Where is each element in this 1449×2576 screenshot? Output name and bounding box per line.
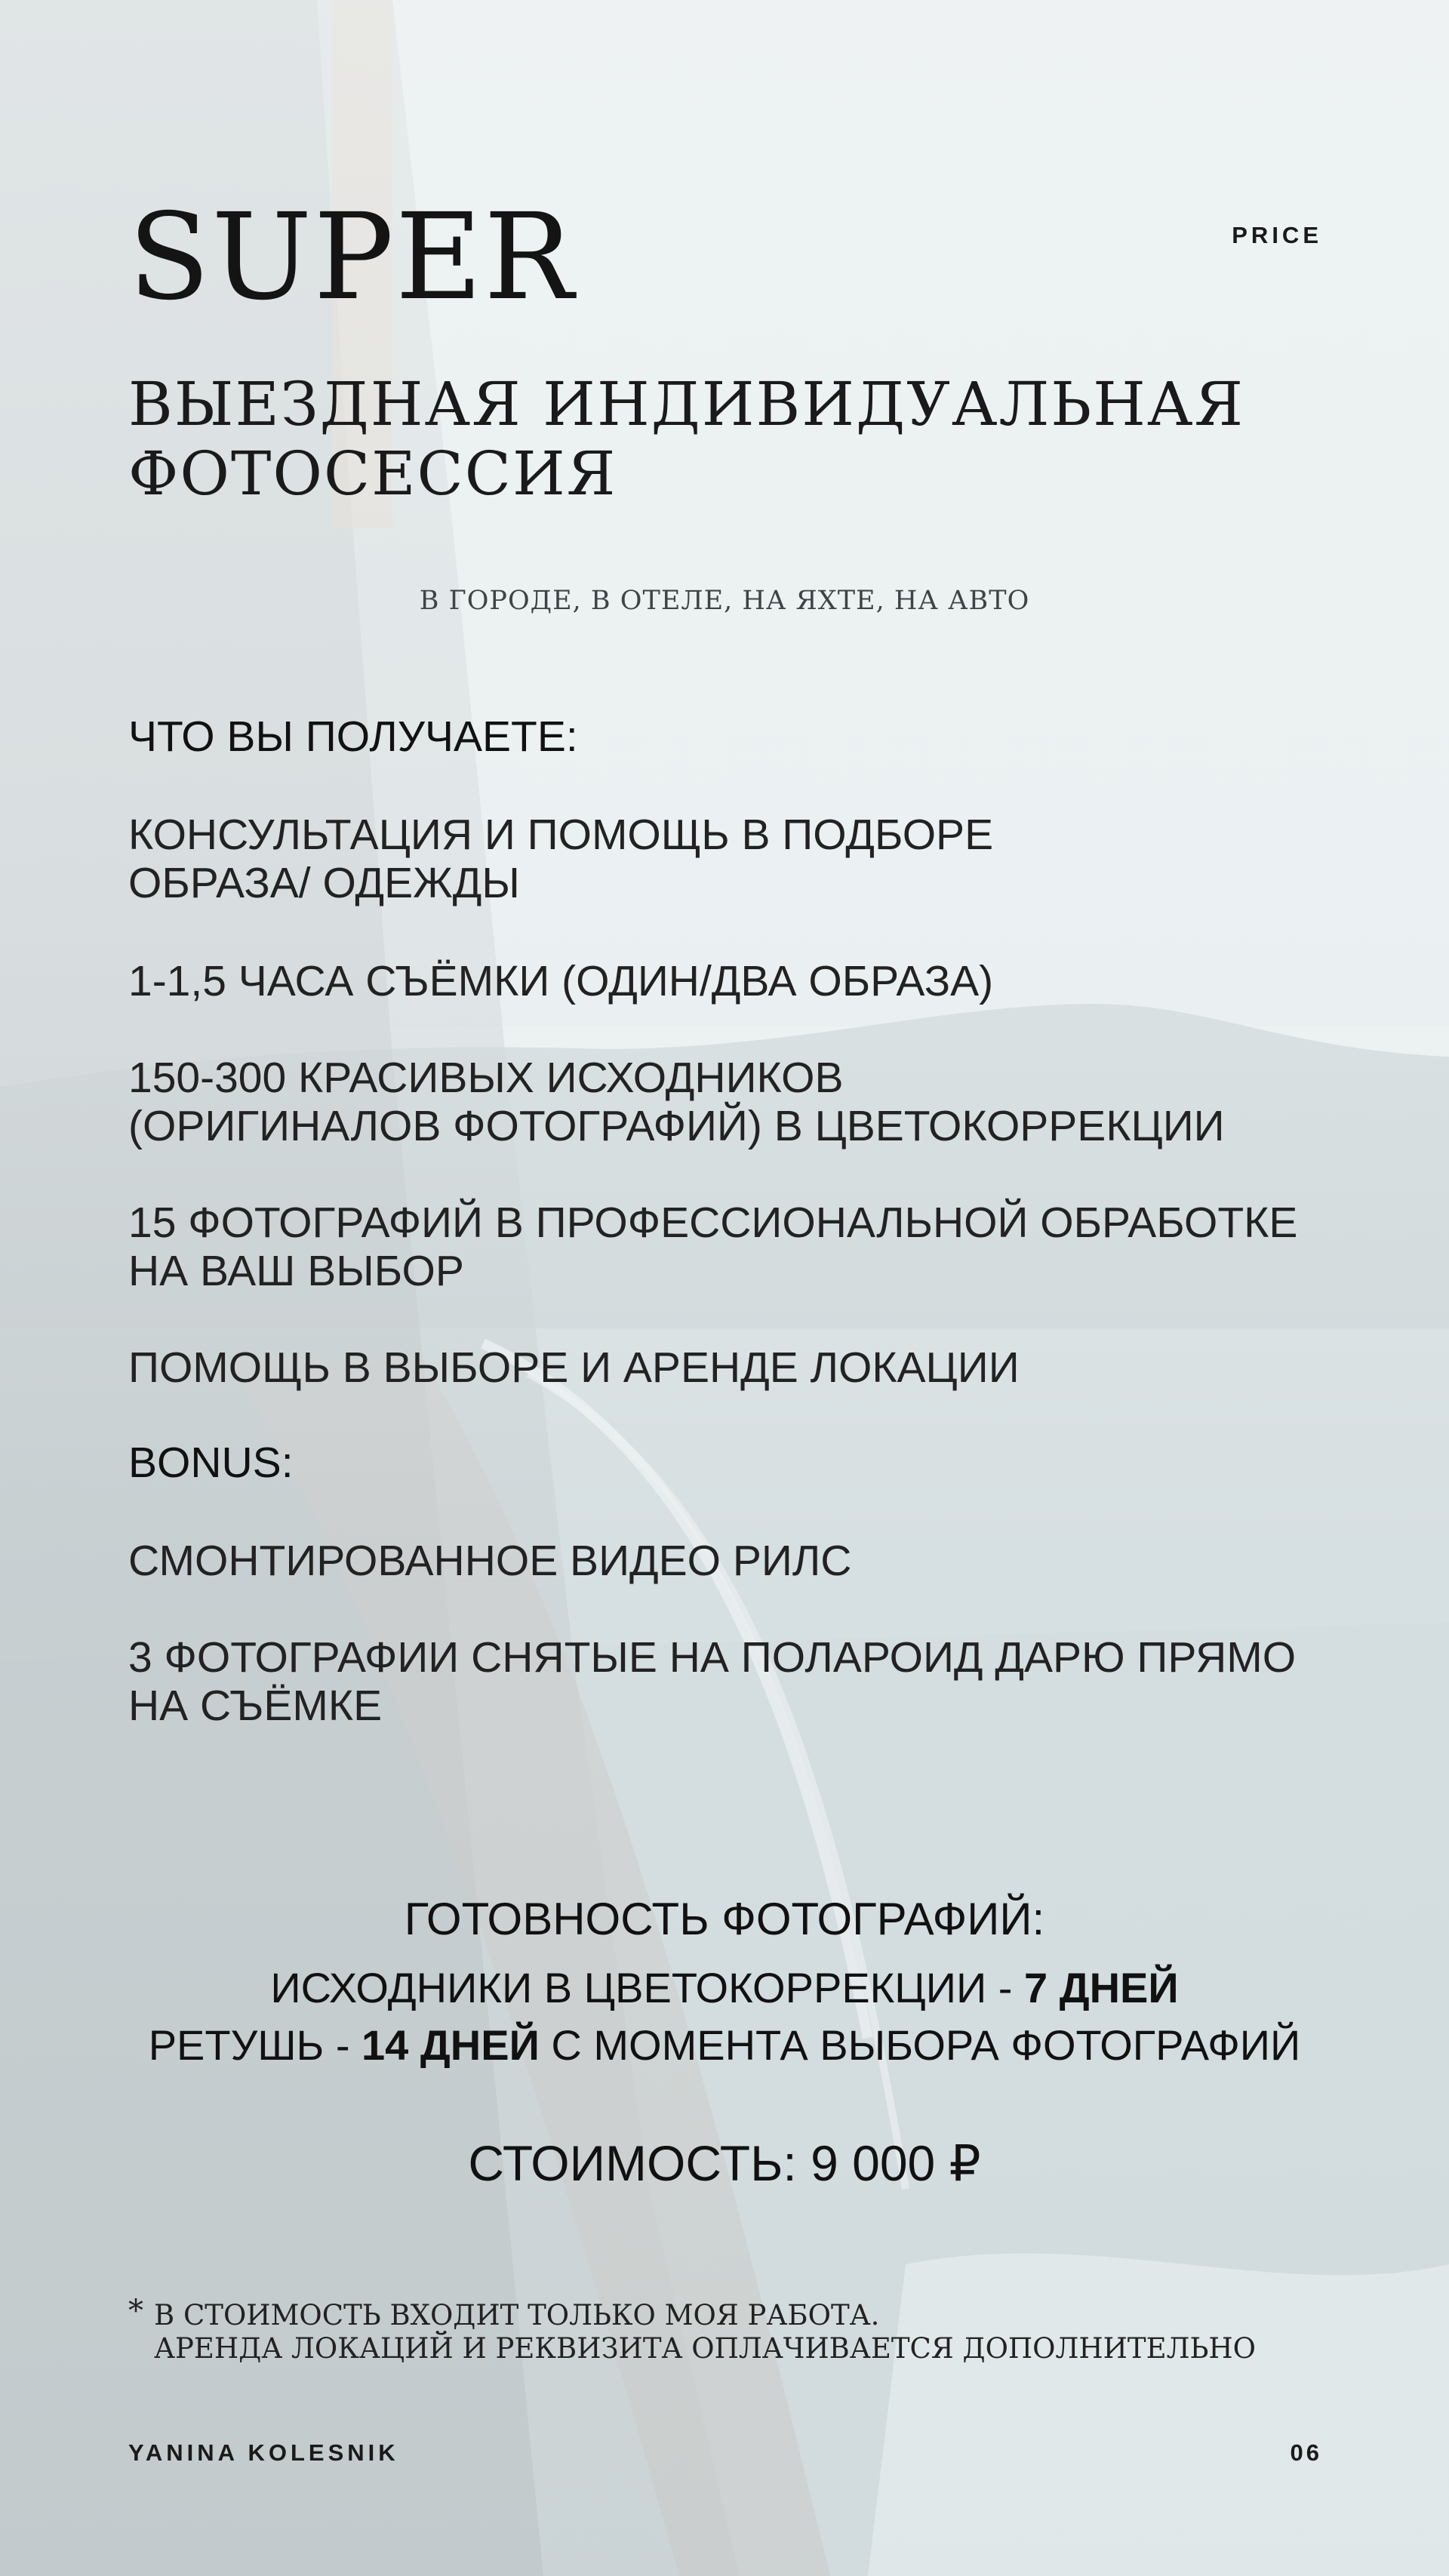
- item-line: СМОНТИРОВАННОЕ ВИДЕО РИЛС: [128, 1537, 852, 1585]
- package-title: SUPER: [128, 188, 576, 327]
- price-label: PRICE: [1232, 222, 1322, 248]
- includes-item: [128, 957, 1351, 1005]
- price-value: СТОИМОСТЬ: 9 000 ₽: [468, 2135, 981, 2191]
- item-line: НА СЪЁМКЕ: [128, 1682, 383, 1730]
- item-line: 150-300 КРАСИВЫХ ИСХОДНИКОВ: [128, 1054, 844, 1102]
- footnote-line: АРЕНДА ЛОКАЦИЙ И РЕКВИЗИТА ОПЛАЧИВАЕТСЯ ДОПОЛНИТЕЛЬНО: [154, 2332, 1257, 2365]
- bonus-item: [128, 1537, 1351, 1585]
- item-line: НА ВАШ ВЫБОР: [128, 1247, 464, 1295]
- includes-heading: ЧТО ВЫ ПОЛУЧАЕТЕ:: [128, 712, 578, 761]
- readiness-raw-text: ИСХОДНИКИ В ЦВЕТОКОРРЕКЦИИ -: [270, 1964, 1024, 2011]
- session-title-line: ВЫЕЗДНАЯ ИНДИВИДУАЛЬНАЯ: [128, 369, 1245, 439]
- readiness-retouch-days: 14 ДНЕЙ: [361, 2021, 540, 2069]
- item-line: ПОМОЩЬ В ВЫБОРЕ И АРЕНДЕ ЛОКАЦИИ: [128, 1343, 1020, 1392]
- session-title: [128, 370, 1351, 509]
- footnote: [128, 2294, 1257, 2365]
- includes-item: [128, 811, 1351, 907]
- bonus-item: [128, 1633, 1351, 1730]
- author-name: YANINA KOLESNIK: [128, 2439, 399, 2466]
- session-title-line: ФОТОСЕССИЯ: [128, 439, 617, 509]
- item-line: 3 ФОТОГРАФИИ СНЯТЫЕ НА ПОЛАРОИД ДАРЮ ПРЯМО: [128, 1633, 1297, 1682]
- bonus-heading: BONUS:: [128, 1439, 294, 1487]
- item-line: КОНСУЛЬТАЦИЯ И ПОМОЩЬ В ПОДБОРЕ: [128, 811, 994, 859]
- includes-item: [128, 1343, 1351, 1392]
- page-number: 06: [1290, 2439, 1322, 2466]
- readiness-raw-days: 7 ДНЕЙ: [1023, 1964, 1179, 2011]
- readiness-heading: ГОТОВНОСТЬ ФОТОГРАФИЙ:: [404, 1894, 1045, 1944]
- includes-item: [128, 1199, 1351, 1295]
- item-line: 15 ФОТОГРАФИЙ В ПРОФЕССИОНАЛЬНОЙ ОБРАБОТКЕ: [128, 1199, 1298, 1247]
- readiness-retouch-suffix: С МОМЕНТА ВЫБОРА ФОТОГРАФИЙ: [539, 2021, 1301, 2069]
- footnote-line: В СТОИМОСТЬ ВХОДИТ ТОЛЬКО МОЯ РАБОТА.: [154, 2299, 880, 2331]
- item-line: ОБРАЗА/ ОДЕЖДЫ: [128, 859, 520, 907]
- item-line: 1-1,5 ЧАСА СЪЁМКИ (ОДИН/ДВА ОБРАЗА): [128, 957, 994, 1005]
- locations-subtitle: В ГОРОДЕ, В ОТЕЛЕ, НА ЯХТЕ, НА АВТО: [419, 586, 1030, 616]
- readiness-raw-line: [0, 1959, 1449, 2017]
- readiness-retouch-prefix: РЕТУШЬ -: [148, 2021, 362, 2069]
- includes-item: [128, 1054, 1351, 1150]
- item-line: (ОРИГИНАЛОВ ФОТОГРАФИЙ) В ЦВЕТОКОРРЕКЦИИ: [128, 1102, 1225, 1150]
- asterisk-icon: *: [128, 2294, 143, 2328]
- readiness-retouch-line: [0, 2017, 1449, 2074]
